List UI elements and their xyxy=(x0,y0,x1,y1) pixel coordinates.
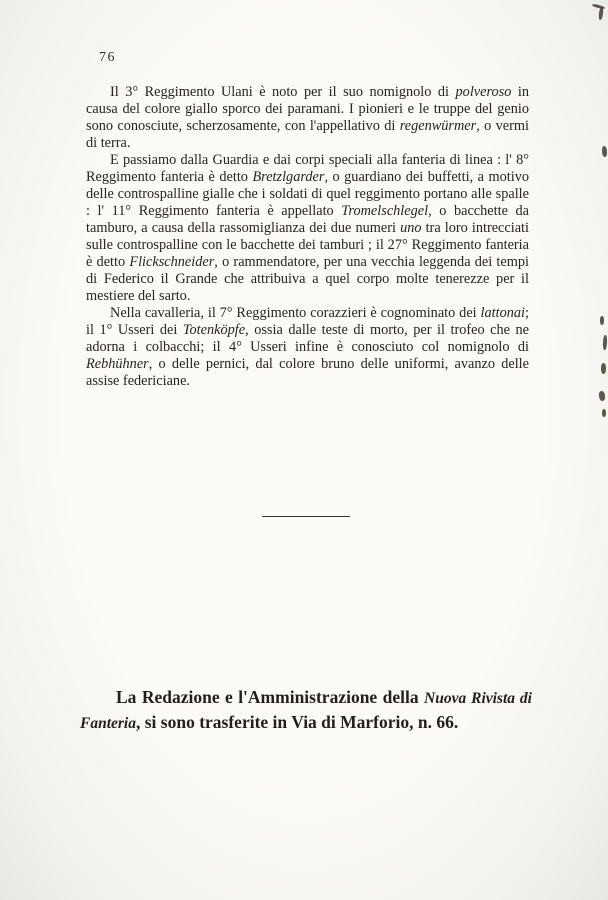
scan-artifact xyxy=(598,7,604,20)
body-paragraph: E passiamo dalla Guardia e dai corpi speciali alla fanteria di linea : l' 8° Reggimento fanteria è detto Bretzlgarder, o guardiano dei buffetti, a motivo delle controspalline gialle che i soldati di quel reggimento portano alle spalle : l' 11° Reggimento fanteria è appellato Tromelschlegel, o bacchette da tamburo, a causa della rassomiglianza dei due numeri uno tra loro intrecciati sulle controspalline con le bacchette dei tamburi ; il 27° Reggimento fanteria è detto Flickschneider, o rammendatore, per una vecchia leggenda dei tempi di Federico il Grande che attribuiva a quel corpo molte tenerezze per il mestiere del sarto. xyxy=(86,152,529,304)
body-text xyxy=(86,84,529,390)
body-paragraph: Nella cavalleria, il 7° Reggimento corazzieri è cognominato dei lattonai; il 1° Usseri dei Totenköpfe, ossia dalle teste di morto, per il trofeo che ne adorna i colbacchi; il 4° Usseri infine è conosciuto col nomignolo di Rebhühner, o delle pernici, dal colore bruno delle uniformi, avanzo delle assise federiciane. xyxy=(86,305,529,389)
scan-artifact xyxy=(602,146,608,157)
scan-artifact xyxy=(601,363,606,374)
scan-artifact xyxy=(600,316,604,325)
scan-artifact xyxy=(603,335,608,350)
body-paragraph: Il 3° Reggimento Ulani è noto per il suo nomignolo di polveroso in causa del colore giallo sporco dei paramani. I pionieri e le truppe del genio sono conosciute, scherzosamente, con l'appellativo di regenwürmer, o vermi di terra. xyxy=(86,84,529,151)
scan-artifact xyxy=(598,391,605,402)
announcement-text: La Redazione e l'Amministrazione della Nuova Rivista di Fanteria, si sono trasferite in Via di Marforio, n. 66. xyxy=(80,687,532,732)
section-divider xyxy=(262,516,350,517)
scan-artifact xyxy=(602,409,606,417)
page-number: 76 xyxy=(99,50,116,65)
